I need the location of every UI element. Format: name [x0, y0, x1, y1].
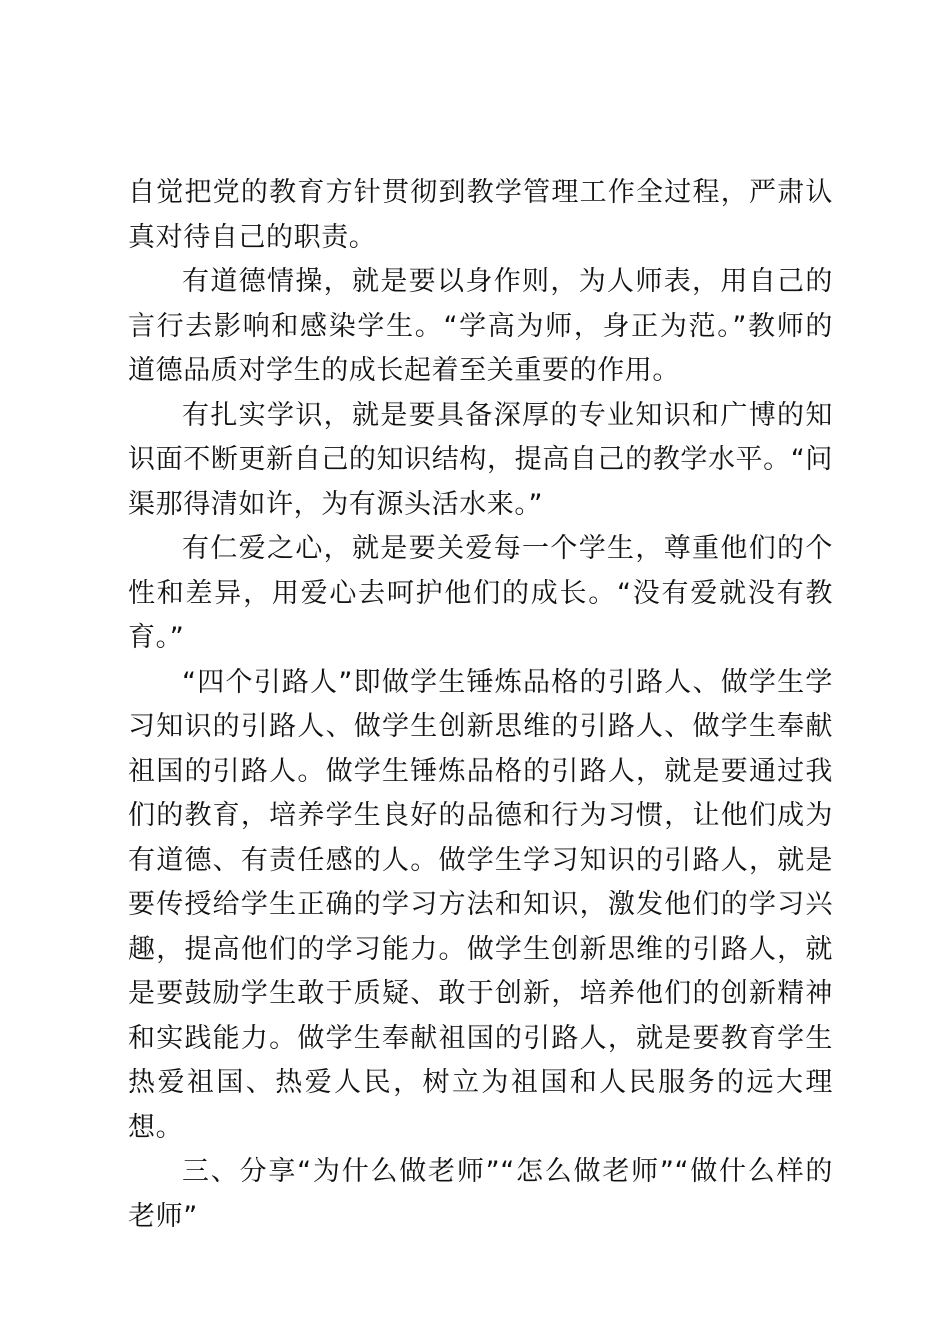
- paragraph-moral-character: 有道德情操，就是要以身作则，为人师表，用自己的言行去影响和感染学生。“学高为师，身正为范。”教师的道德品质对学生的成长起着至关重要的作用。: [128, 266, 833, 386]
- paragraph-caring-heart: 有仁爱之心，就是要关爱每一个学生，尊重他们的个性和差异，用爱心去呵护他们的成长。“没有爱就没有教育。”: [128, 533, 833, 653]
- section-heading-three: 三、分享“为什么做老师”“怎么做老师”“做什么样的老师”: [128, 1156, 833, 1232]
- document-body: [128, 171, 833, 1239]
- paragraph-four-guides: “四个引路人”即做学生锤炼品格的引路人、做学生学习知识的引路人、做学生创新思维的引路人、做学生奉献祖国的引路人。做学生锤炼品格的引路人，就是要通过我们的教育，培养学生良好的品德和行为习惯，让他们成为有道德、有责任感的人。做学生学习知识的引路人，就是要传授给学生正确的学习方法和知识，激发他们的学习兴趣，提高他们的学习能力。做学生创新思维的引路人，就是要鼓励学生敢于质疑、敢于创新，培养他们的创新精神和实践能力。做学生奉献祖国的引路人，就是要教育学生热爱祖国、热爱人民，树立为祖国和人民服务的远大理想。: [128, 666, 833, 1143]
- paragraph-solid-knowledge: 有扎实学识，就是要具备深厚的专业知识和广博的知识面不断更新自己的知识结构，提高自己的教学水平。“问渠那得清如许，为有源头活水来。”: [128, 399, 833, 520]
- paragraph-continuation: 自觉把党的教育方针贯彻到教学管理工作全过程，严肃认真对待自己的职责。: [128, 177, 833, 253]
